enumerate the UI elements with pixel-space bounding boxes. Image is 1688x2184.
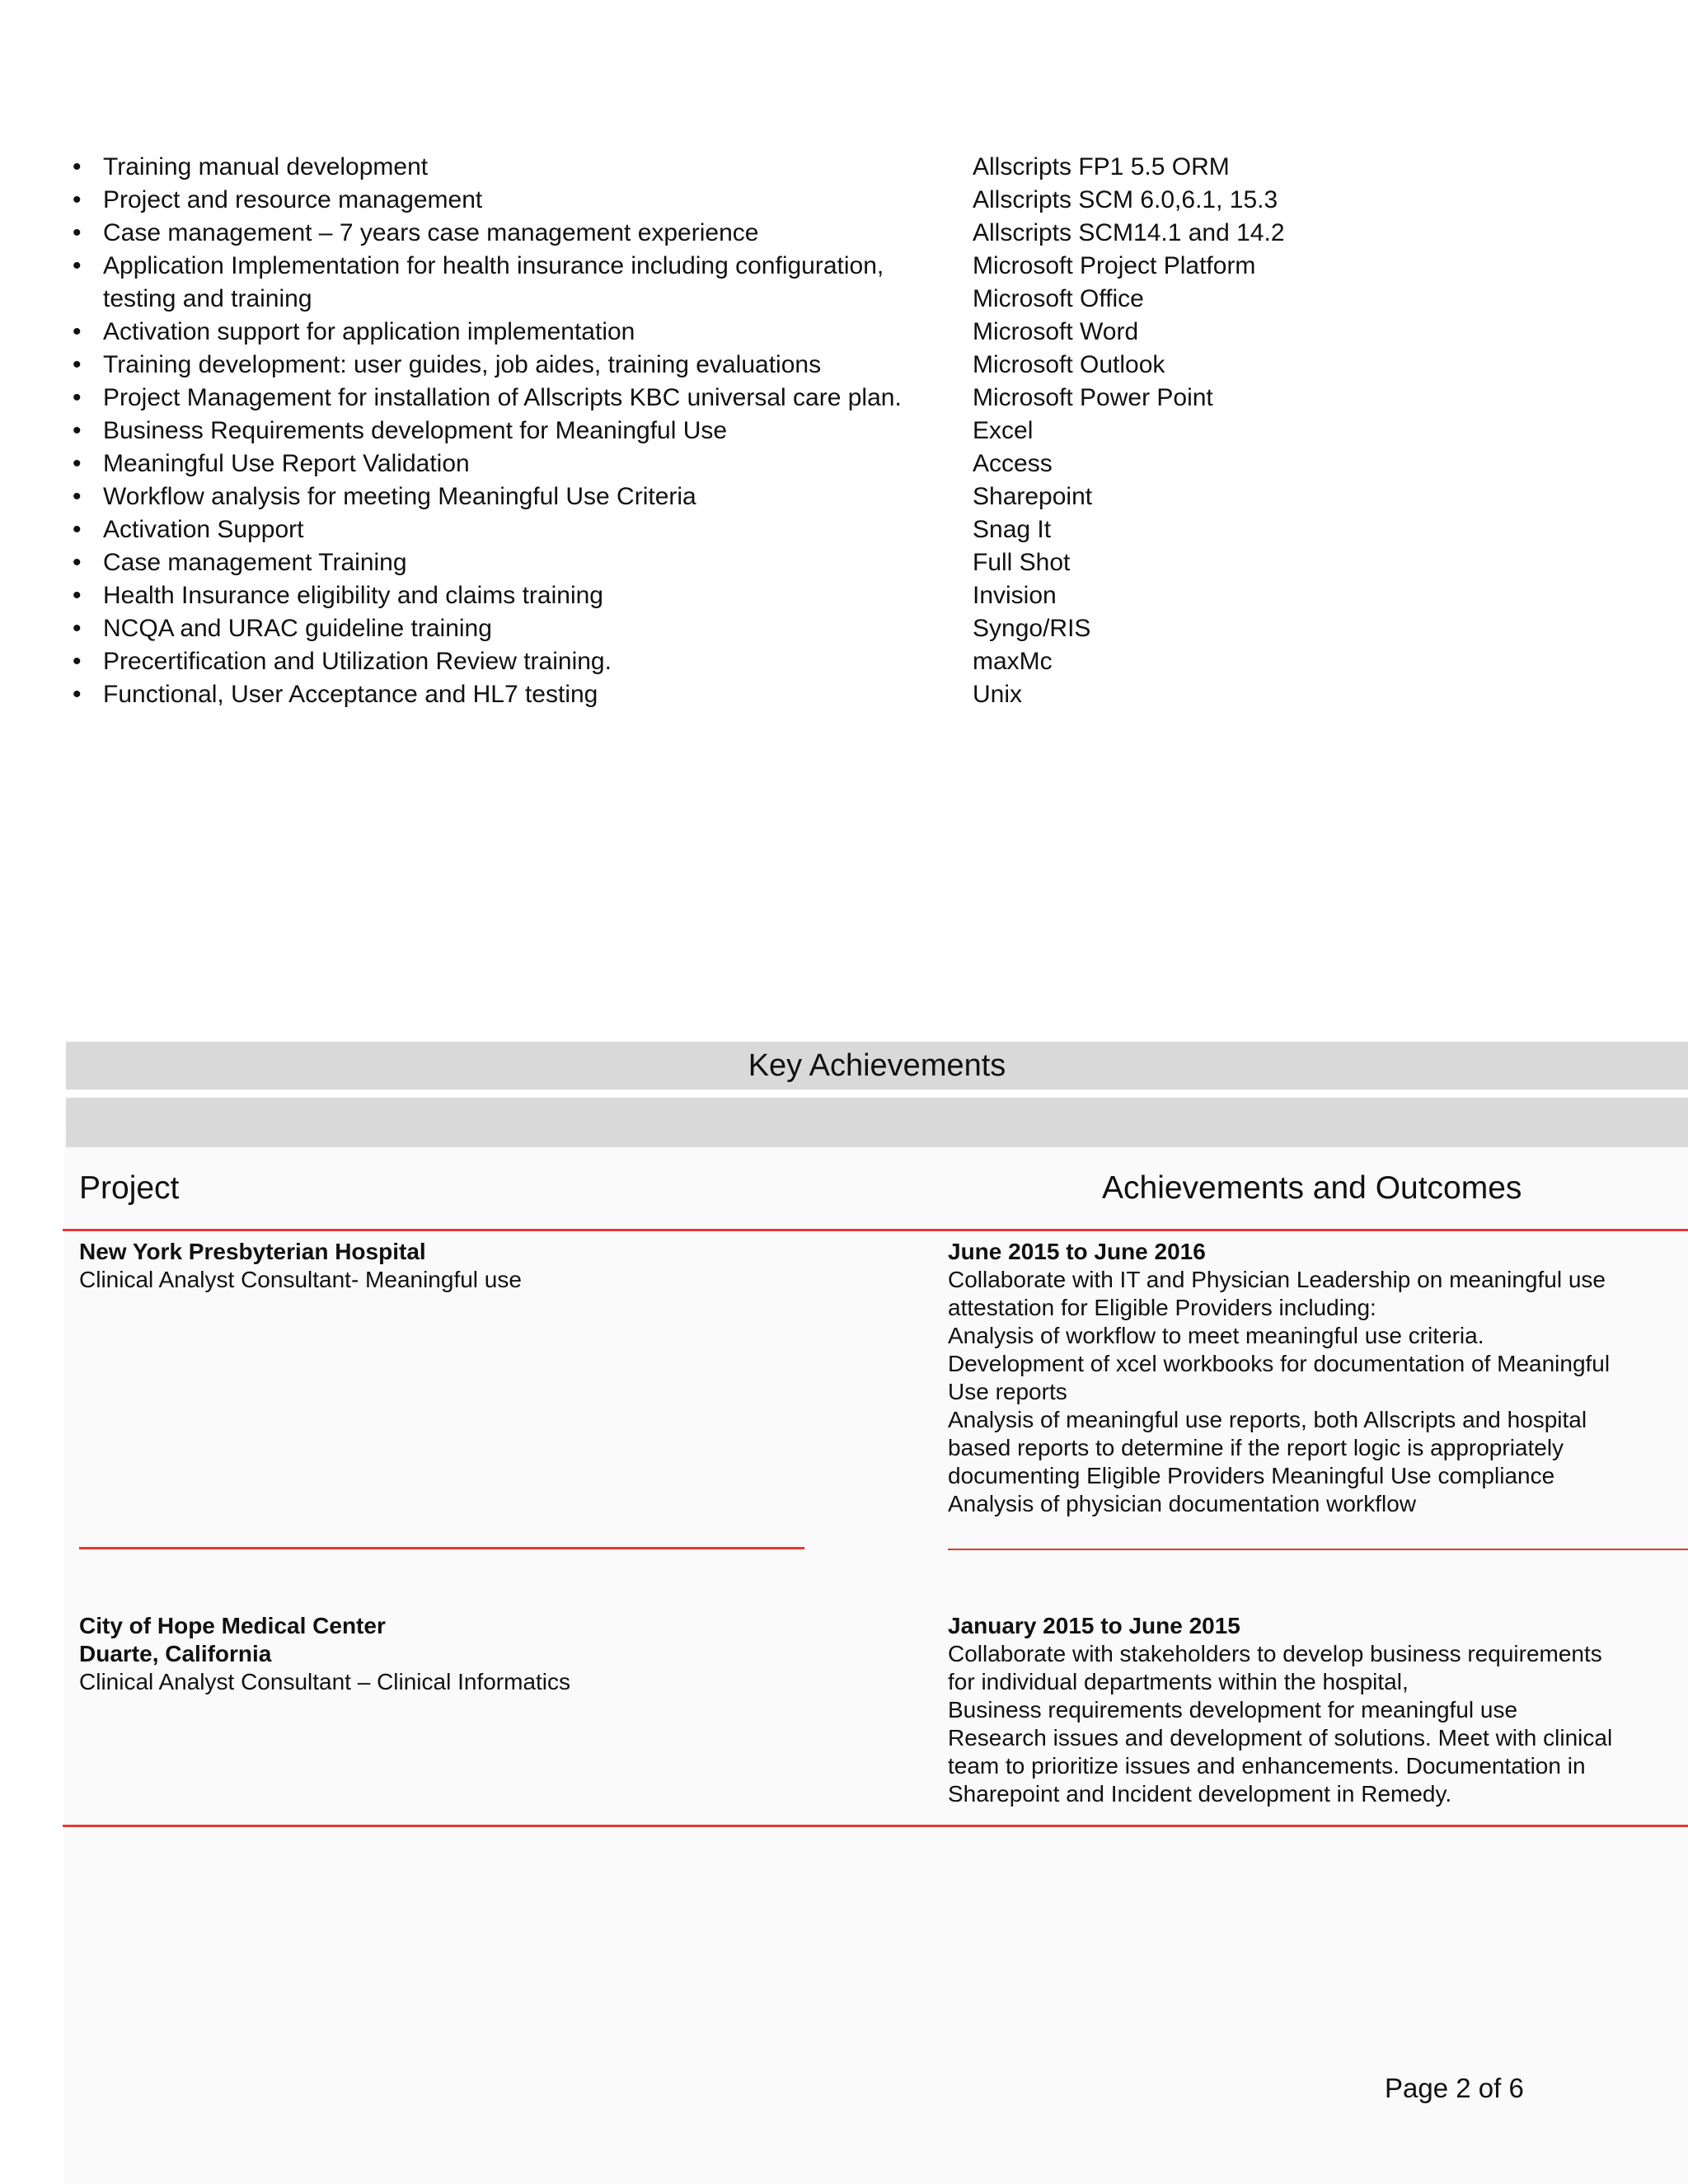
list-item-text: Training manual development xyxy=(103,153,429,180)
project-org: New York Presbyterian Hospital xyxy=(79,1239,426,1264)
list-item: Access xyxy=(973,450,1053,477)
list-item: Snag It xyxy=(973,516,1052,543)
list-item-text: Project Management for installation of Allscripts KBC universal care plan. xyxy=(103,384,902,411)
list-item: Microsoft Project Platform xyxy=(973,252,1256,279)
outcomes-entry-nyp xyxy=(948,1238,1610,1518)
list-item: maxMc xyxy=(973,648,1053,675)
list-item-text: • Application Implementation for health insurance including configuration, testing and training xyxy=(103,252,884,312)
column-header-outcomes: Achievements and Outcomes xyxy=(1102,1170,1522,1206)
project-role: Clinical Analyst Consultant – Clinical Informatics xyxy=(79,1669,571,1694)
outcome-line: Development of xcel workbooks for documentation of Meaningful xyxy=(948,1351,1611,1376)
list-item: Sharepoint xyxy=(973,483,1093,510)
project-org: City of Hope Medical Center xyxy=(79,1613,386,1638)
list-item xyxy=(70,448,960,480)
list-item: Excel xyxy=(973,417,1034,444)
list-item xyxy=(70,250,960,316)
list-item-text: Workflow analysis for meeting Meaningful Use Criteria xyxy=(103,483,696,510)
outcome-line: documenting Eligible Providers Meaningful Use compliance xyxy=(948,1463,1555,1488)
entry-divider-right xyxy=(948,1549,1688,1550)
outcome-line: Analysis of meaningful use reports, both Allscripts and hospital xyxy=(948,1407,1587,1432)
list-item: Syngo/RIS xyxy=(973,615,1091,642)
list-item xyxy=(70,612,960,645)
project-entry-nyp xyxy=(79,1238,522,1294)
list-item xyxy=(70,546,960,579)
list-item xyxy=(70,480,960,513)
list-item xyxy=(70,316,960,349)
page-number: Page 2 of 6 xyxy=(1385,2073,1524,2103)
project-entry-coh xyxy=(79,1612,570,1696)
outcome-line: based reports to determine if the report logic is appropriately xyxy=(948,1435,1564,1460)
list-item xyxy=(70,184,960,217)
outcome-line: Use reports xyxy=(948,1379,1067,1404)
list-item-text: NCQA and URAC guideline training xyxy=(103,615,492,642)
project-location: Duarte, California xyxy=(79,1641,272,1666)
list-item-text: Activation support for application implementation xyxy=(103,318,635,345)
section-title-band xyxy=(66,1042,1688,1090)
list-item: Full Shot xyxy=(973,549,1071,576)
outcomes-entry-coh xyxy=(948,1612,1612,1808)
list-item: Allscripts FP1 5.5 ORM xyxy=(973,153,1230,180)
list-item-text: Meaningful Use Report Validation xyxy=(103,450,470,477)
list-item xyxy=(70,151,960,184)
list-item: Microsoft Power Point xyxy=(973,384,1213,411)
header-divider xyxy=(63,1229,1688,1231)
list-item xyxy=(70,349,960,382)
list-item xyxy=(70,678,960,711)
competency-list xyxy=(70,151,960,711)
list-item: Allscripts SCM 6.0,6.1, 15.3 xyxy=(973,186,1278,213)
list-item-text: Project and resource management xyxy=(103,186,483,213)
software-list xyxy=(973,151,1285,711)
outcome-line: for individual departments within the hospital, xyxy=(948,1669,1409,1694)
section-title: Key Achievements xyxy=(748,1047,1006,1083)
section-bottom-divider xyxy=(63,1825,1688,1827)
outcome-line: Analysis of workflow to meet meaningful use criteria. xyxy=(948,1323,1484,1348)
outcome-line: team to prioritize issues and enhancements. Documentation in xyxy=(948,1753,1586,1779)
list-item xyxy=(70,415,960,448)
outcome-line: Sharepoint and Incident development in Remedy. xyxy=(948,1781,1452,1807)
list-item xyxy=(70,217,960,250)
list-item-text: Training development: user guides, job aides, training evaluations xyxy=(103,351,822,378)
list-item-text: Activation Support xyxy=(103,516,304,543)
project-role: Clinical Analyst Consultant- Meaningful use xyxy=(79,1267,522,1292)
list-item xyxy=(70,382,960,415)
list-item: Microsoft Word xyxy=(973,318,1139,345)
list-item: Microsoft Office xyxy=(973,285,1144,312)
list-item xyxy=(70,645,960,678)
column-header-project: Project xyxy=(79,1170,180,1206)
list-item-text: Health Insurance eligibility and claims training xyxy=(103,582,603,609)
outcome-line: Collaborate with IT and Physician Leadership on meaningful use xyxy=(948,1267,1606,1292)
list-item xyxy=(70,579,960,612)
list-item-text: Precertification and Utilization Review training. xyxy=(103,648,612,675)
outcome-line: attestation for Eligible Providers including: xyxy=(948,1295,1376,1320)
list-item: Allscripts SCM14.1 and 14.2 xyxy=(973,219,1285,246)
section-spacer-band xyxy=(66,1098,1688,1147)
list-item-text: Functional, User Acceptance and HL7 testing xyxy=(103,681,598,708)
outcome-line: Research issues and development of solutions. Meet with clinical xyxy=(948,1725,1613,1750)
list-item-text: Case management – 7 years case management experience xyxy=(103,219,759,246)
list-item-text: Case management Training xyxy=(103,549,407,576)
outcome-line: Analysis of physician documentation workflow xyxy=(948,1491,1417,1516)
list-item: Unix xyxy=(973,681,1023,708)
list-item: Microsoft Outlook xyxy=(973,351,1165,378)
list-item: Invision xyxy=(973,582,1057,609)
entry-divider-left xyxy=(79,1547,804,1549)
project-dates: January 2015 to June 2015 xyxy=(948,1613,1240,1638)
project-dates: June 2015 to June 2016 xyxy=(948,1239,1206,1264)
list-item-text: Business Requirements development for Meaningful Use xyxy=(103,417,728,444)
outcome-line: Collaborate with stakeholders to develop business requirements xyxy=(948,1641,1602,1666)
list-item xyxy=(70,513,960,546)
outcome-line: Business requirements development for meaningful use xyxy=(948,1697,1518,1722)
